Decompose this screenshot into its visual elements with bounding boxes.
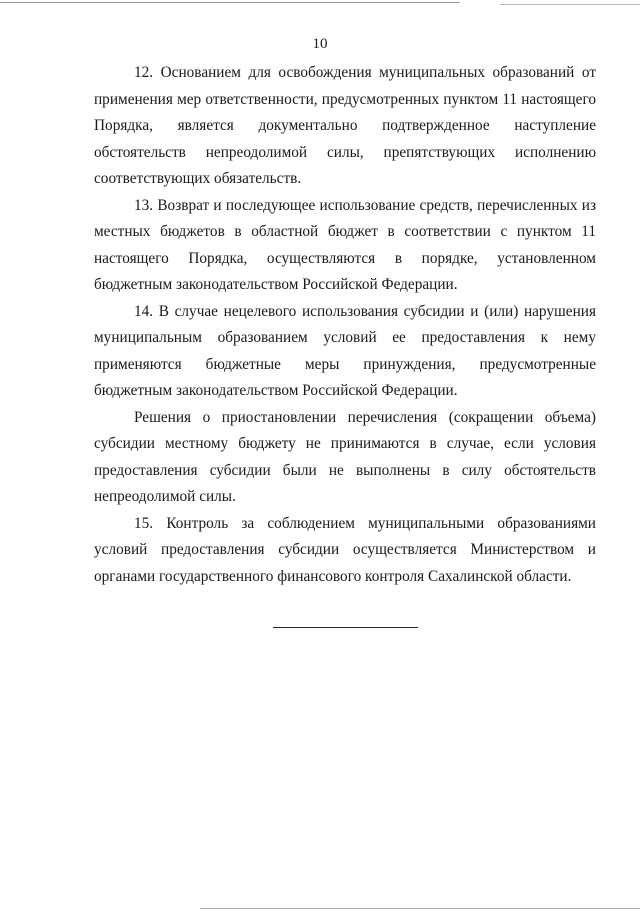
scan-edge-top-right [500, 4, 640, 5]
document-body [94, 60, 596, 590]
paragraph-13: 13. Возврат и последующее использование средств, перечисленных из местных бюджетов в областной бюджет в соответствии с пунктом 11 настоящего Порядка, осуществляются в порядке, установленном бюджетным законодательством Российской Федерации. [94, 196, 596, 293]
page-number: 10 [312, 36, 328, 52]
paragraph-14-continued: Решения о приостановлении перечисления (сокращении объема) субсидии местному бюджету не принимаются в случае, если условия предоставления субсидии были не выполнены в силу обстоятельств непреодолимой силы. [94, 408, 596, 505]
paragraph-14: 14. В случае нецелевого использования субсидии и (или) нарушения муниципальным образованием условий ее предоставления к нему применяются бюджетные меры принуждения, предусмотренные бюджетным законодательством Российской Федерации. [94, 302, 596, 399]
scan-edge-bottom [200, 908, 640, 909]
scan-edge-top [0, 2, 460, 3]
paragraph-12: 12. Основанием для освобождения муниципальных образований от применения мер ответственности, предусмотренных пунктом 11 настоящего Порядка, является документально подтвержденное наступление обстоятельств непреодолимой силы, препятствующих исполнению соответствующих обязательств. [94, 64, 596, 187]
paragraph-15: 15. Контроль за соблюдением муниципальными образованиями условий предоставления субсидии осуществляется Министерством и органами государственного финансового контроля Сахалинской области. [94, 514, 596, 585]
end-of-document-rule [273, 627, 418, 628]
